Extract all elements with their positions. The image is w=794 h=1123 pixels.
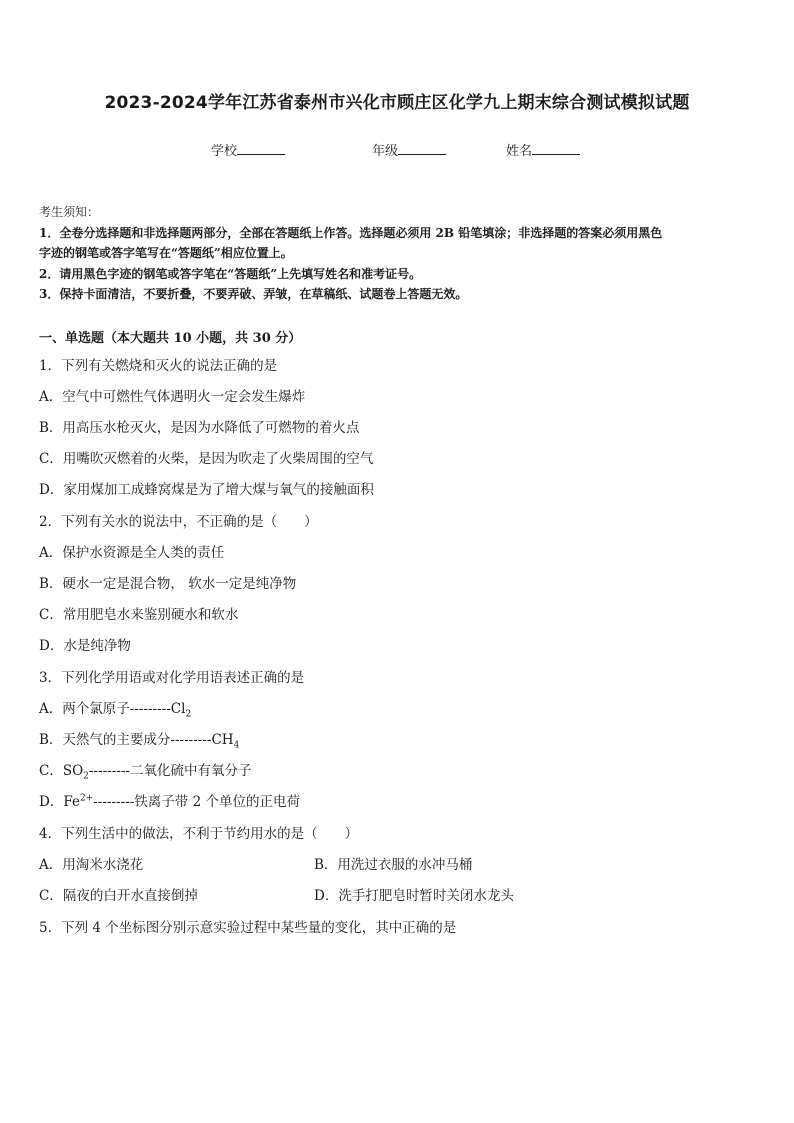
question-4-option-c[interactable]: C．隔夜的白开水直接倒掉	[39, 888, 198, 904]
question-5-stem: 5．下列 4 个坐标图分别示意实验过程中某些量的变化，其中正确的是	[39, 920, 457, 936]
question-4-option-a[interactable]: A．用淘米水浇花	[39, 857, 144, 873]
question-2-option-c[interactable]: C．常用肥皂水来鉴别硬水和软水	[39, 607, 239, 623]
notice-heading: 考生须知：	[39, 205, 100, 219]
q3-a-subscript: 2	[185, 709, 192, 720]
question-3-option-c[interactable]	[39, 759, 251, 782]
notice-item-1a: 1．全卷分选择题和非选择题两部分，全部在答题纸上作答。选择题必须用 2B 铅笔填涂；非选择题的答案必须用黑色	[39, 225, 663, 240]
q3-b-subscript: 4	[233, 740, 240, 751]
grade-label: 年级	[372, 144, 399, 159]
name-blank[interactable]	[532, 142, 580, 155]
school-label: 学校	[211, 144, 238, 159]
notice-item-2: 2．请用黑色字迹的钢笔或答字笔在“答题纸”上先填写姓名和准考证号。	[39, 266, 422, 281]
question-2-stem: 2．下列有关水的说法中，不正确的是（ ）	[39, 514, 318, 530]
question-1-option-d[interactable]: D．家用煤加工成蜂窝煤是为了增大煤与氧气的接触面积	[39, 482, 374, 498]
q3-c-rest: ---------二氧化硫中有氧分子	[88, 763, 252, 779]
question-3-option-b[interactable]	[39, 728, 239, 751]
grade-blank[interactable]	[398, 142, 446, 155]
question-3-option-a[interactable]	[39, 697, 191, 720]
q3-d-text: D．Fe	[39, 794, 80, 810]
question-3-stem: 3．下列化学用语或对化学用语表述正确的是	[39, 670, 305, 686]
school-field[interactable]	[211, 140, 285, 159]
question-4-option-b[interactable]: B．用洗过衣服的水冲马桶	[314, 857, 473, 873]
question-1-option-b[interactable]: B．用高压水枪灭火，是因为水降低了可燃物的着火点	[39, 420, 360, 436]
question-4-stem: 4．下列生活中的做法，不利于节约用水的是（ ）	[39, 826, 359, 842]
section-heading: 一、单选题（本大题共 10 小题，共 30 分）	[39, 331, 302, 346]
question-3-option-d[interactable]	[39, 790, 300, 810]
grade-field[interactable]	[372, 140, 446, 159]
q3-a-text: A．两个氯原子---------Cl	[39, 701, 186, 717]
q3-d-superscript: 2+	[79, 793, 94, 804]
question-2-option-d[interactable]: D．水是纯净物	[39, 638, 131, 654]
q3-b-text: B．天然气的主要成分---------CH	[39, 732, 234, 748]
name-field[interactable]	[506, 140, 580, 159]
question-2-option-a[interactable]: A．保护水资源是全人类的责任	[39, 545, 225, 561]
notice-item-3: 3．保持卡面清洁，不要折叠，不要弄破、弄皱，在草稿纸、试题卷上答题无效。	[39, 287, 468, 301]
exam-title: 2023-2024学年江苏省泰州市兴化市顾庄区化学九上期末综合测试模拟试题	[104, 93, 690, 113]
name-label: 姓名	[506, 144, 533, 159]
notice-item-1b: 字迹的钢笔或答字笔写在“答题纸”相应位置上。	[39, 246, 293, 260]
q3-d-rest: ---------铁离子带 2 个单位的正电荷	[93, 794, 300, 810]
question-1-option-c[interactable]: C．用嘴吹灭燃着的火柴，是因为吹走了火柴周围的空气	[39, 451, 374, 467]
question-4-option-d[interactable]: D．洗手打肥皂时暂时关闭水龙头	[314, 888, 514, 904]
candidate-notice	[39, 202, 759, 305]
question-2-option-b[interactable]: B．硬水一定是混合物， 软水一定是纯净物	[39, 576, 297, 592]
school-blank[interactable]	[237, 142, 285, 155]
question-1-option-a[interactable]: A．空气中可燃性气体遇明火一定会发生爆炸	[39, 389, 306, 405]
q3-c-subscript: 2	[83, 771, 89, 782]
question-1-stem: 1．下列有关燃烧和灭火的说法正确的是	[39, 358, 278, 374]
q3-c-text: C．SO	[39, 763, 84, 779]
